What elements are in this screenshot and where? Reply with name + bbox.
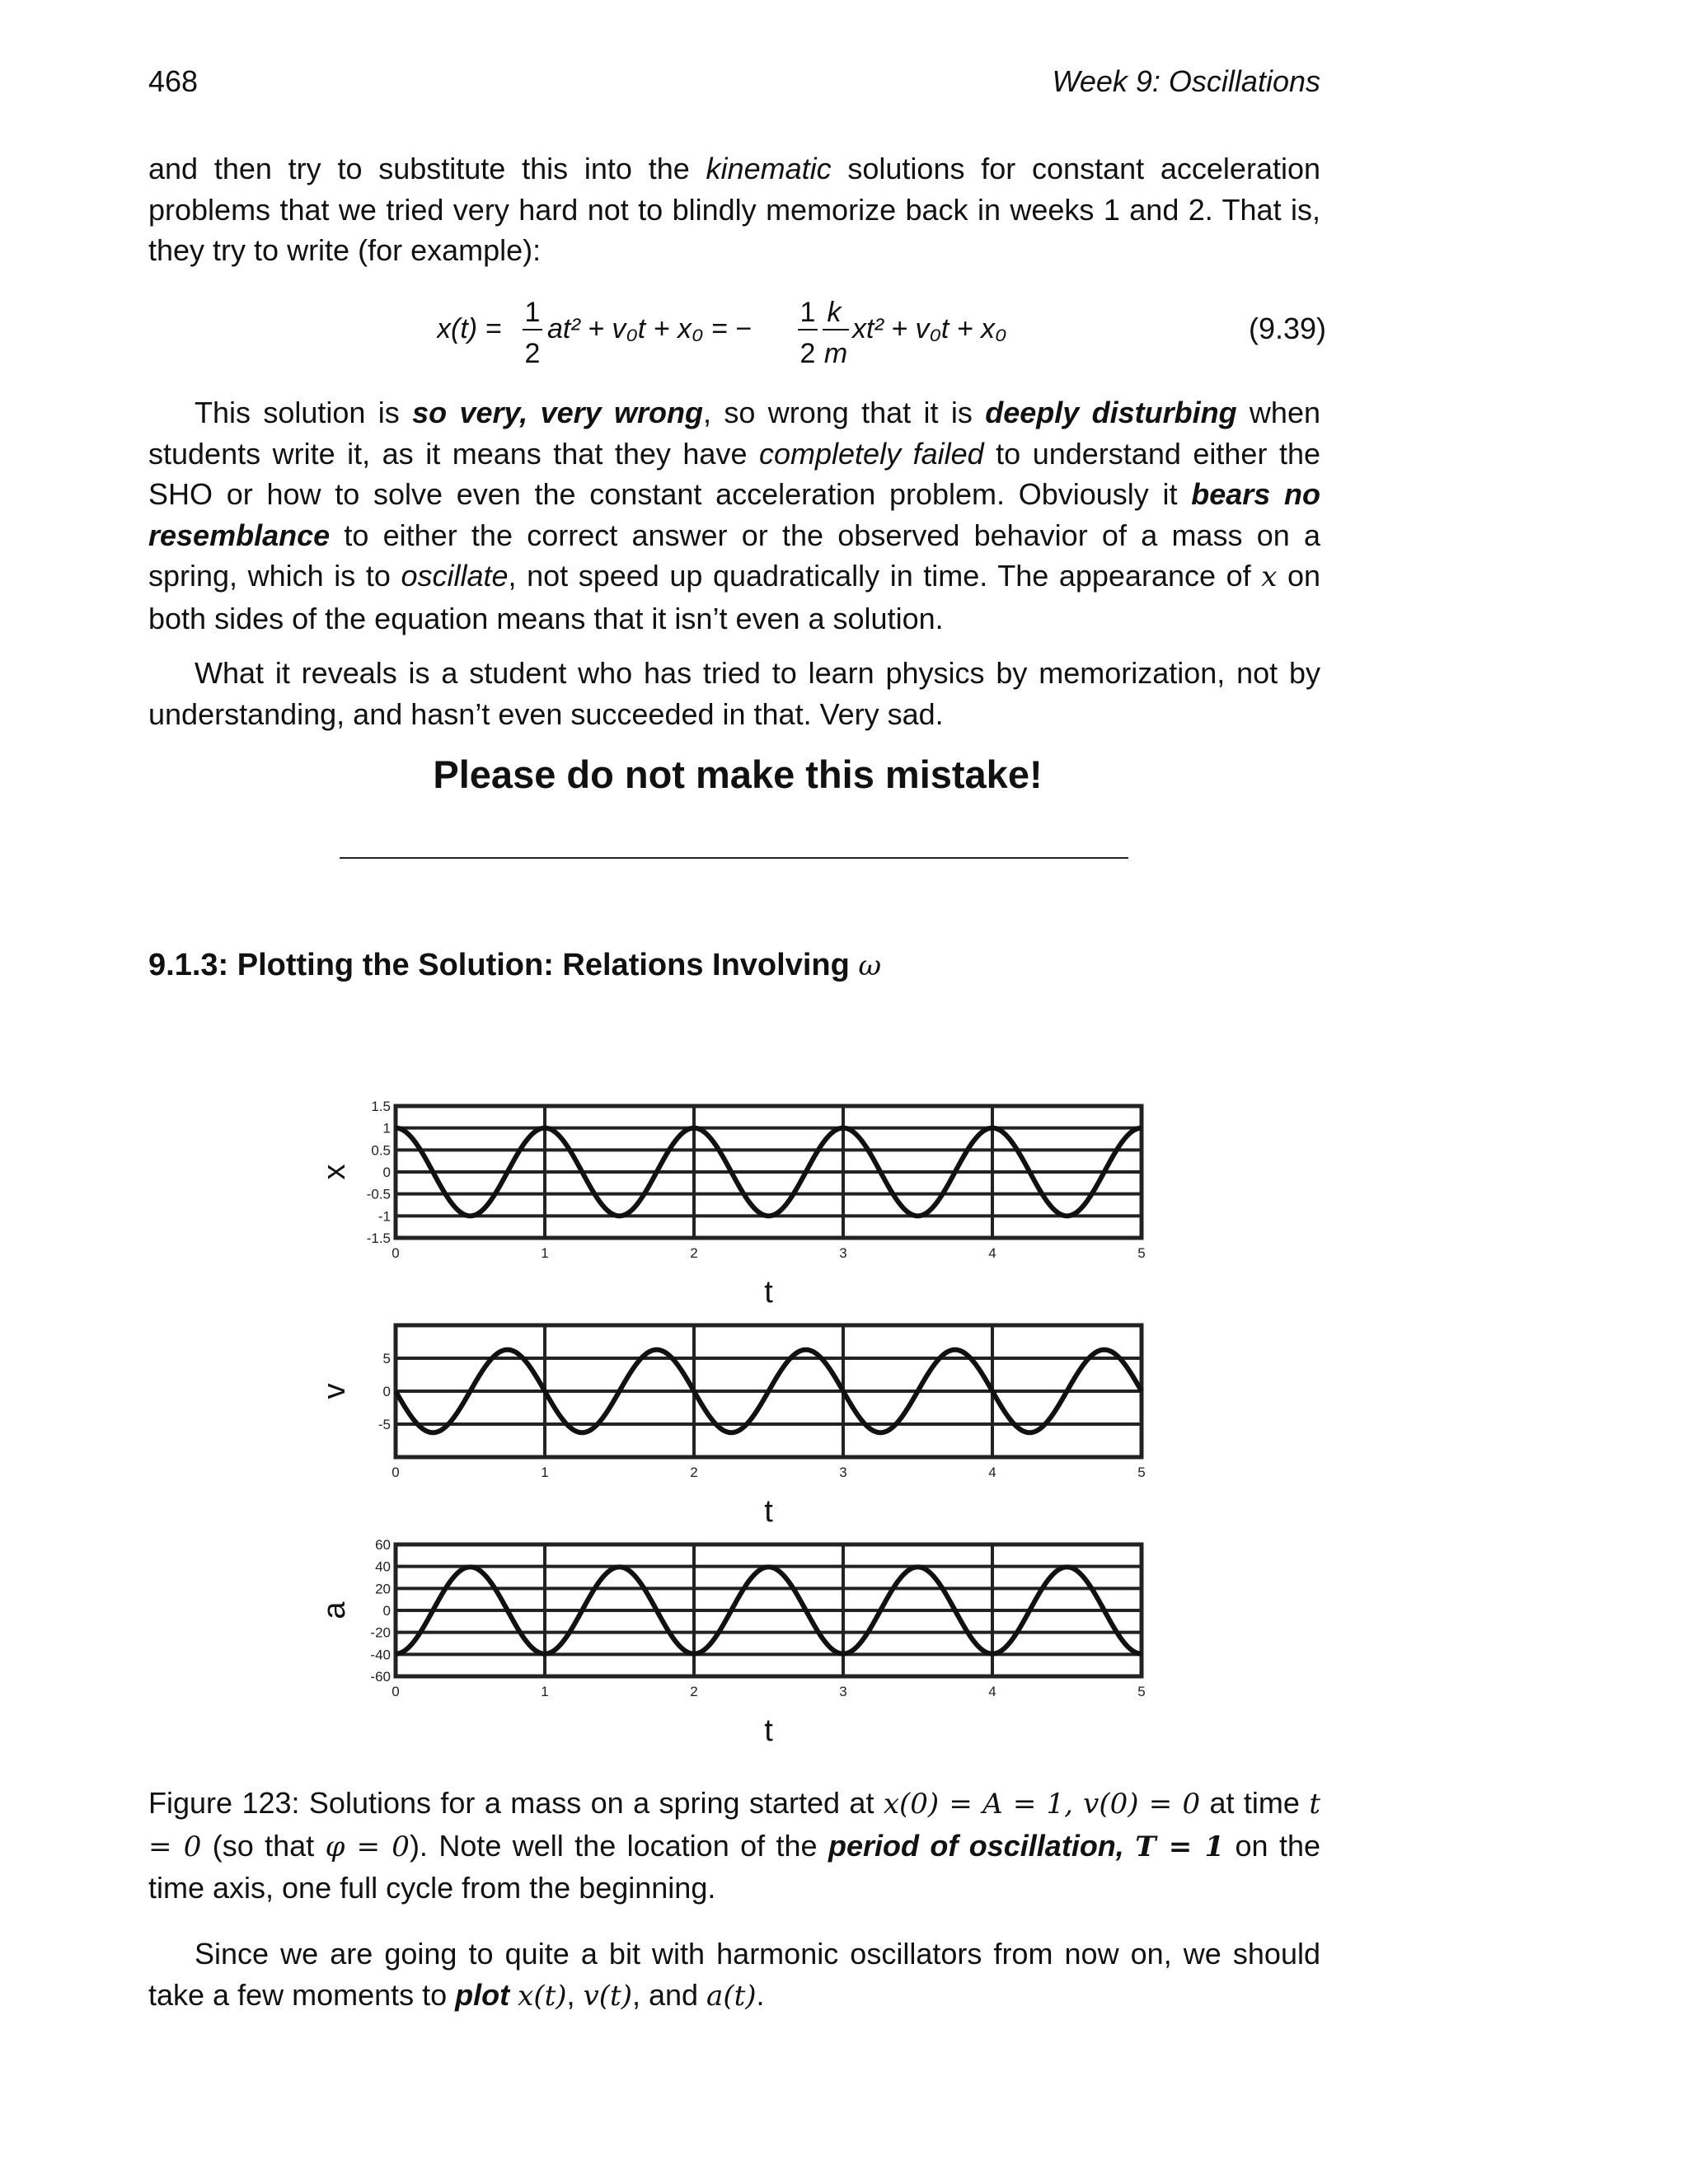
x-tick-label: 4: [988, 1465, 996, 1480]
page-number: 468: [148, 64, 199, 98]
paragraph-memorization: What it reveals is a student who has tried to learn physics by memorization, not by understanding, and hasn’t even succeeded in that. Very sad.: [148, 656, 1320, 731]
y-tick-label: -60: [370, 1669, 391, 1685]
eq-frac1-num: 1: [799, 297, 816, 328]
emphasis-period: period of oscillation,: [828, 1828, 1136, 1863]
text-run: , and: [631, 1977, 707, 2012]
emphasis-bears-no-resemblance: bears no resemblance: [148, 477, 1321, 552]
math-initial-conditions: x(0) = A = 1, v(0) = 0: [883, 1788, 1201, 1821]
y-axis-label: v: [317, 1383, 352, 1399]
x-tick-label: 2: [690, 1465, 698, 1480]
math-x-of-t: x(t): [518, 1979, 567, 2013]
y-tick-label: 0.5: [371, 1142, 391, 1159]
x-tick-label: 0: [392, 1245, 400, 1261]
emphasis-plot: plot: [455, 1977, 510, 2012]
x-tick-label: 3: [839, 1245, 847, 1261]
text-run: , so wrong that it is: [703, 396, 986, 429]
y-tick-label: -0.5: [366, 1186, 391, 1202]
y-tick-label: -1.5: [366, 1230, 391, 1246]
x-axis-label: t: [764, 1275, 773, 1310]
x-tick-label: 5: [1137, 1465, 1146, 1480]
math-period: T = 1: [1135, 1830, 1225, 1863]
math-phi-zero: φ = 0: [325, 1830, 410, 1863]
eq-frac1-den: 2: [799, 338, 816, 369]
text-run: on both sides of the equation means that it isn’t even a solution.: [148, 559, 1320, 635]
text-run: at time: [1200, 1786, 1310, 1820]
text-run: .: [756, 1977, 765, 2012]
figure-123-plots: [305, 1080, 1179, 1747]
y-tick-label: 40: [375, 1558, 391, 1575]
eq-rhs: xt² + v₀t + x₀: [852, 313, 1007, 344]
x-tick-label: 0: [392, 1684, 400, 1699]
y-tick-label: 1.5: [371, 1099, 391, 1114]
text-run: Figure 123: Solutions for a mass on a spring started at: [148, 1786, 884, 1820]
plot-a: [317, 1537, 1146, 1747]
equation-9-39: [437, 290, 1320, 373]
y-tick-label: 0: [382, 1384, 391, 1399]
y-tick-label: 5: [382, 1351, 391, 1366]
x-axis-label: t: [764, 1494, 773, 1529]
text-run: Since we are going to quite a bit with harmonic oscillators from now on, we should take a few moments to: [148, 1937, 1320, 2012]
text-run: on the time axis, one full cycle from the beginning.: [148, 1828, 1321, 1905]
text-run: and then try to substitute this into the: [148, 152, 706, 185]
eq-mid: at² + v₀t + x₀ = −: [547, 313, 752, 344]
text-run: (so that: [201, 1828, 326, 1863]
y-axis-label: x: [317, 1164, 352, 1180]
eq-frac2-den: m: [823, 338, 848, 369]
y-tick-label: 1: [382, 1120, 391, 1137]
paragraph-wrong-solution: [148, 392, 1320, 639]
y-tick-label: 0: [382, 1603, 391, 1619]
text-run: when students write it, as it means that they have: [148, 396, 1320, 471]
emphasis-completely-failed: completely failed: [759, 436, 984, 471]
emphasis-oscillate: oscillate: [401, 559, 509, 593]
horizontal-rule: [340, 857, 1128, 859]
text-run: solutions for constant acceleration problems that we tried very hard not to blindly memorize back in weeks 1 and 2. That is, they try to write (for example):: [148, 152, 1321, 267]
x-tick-label: 2: [690, 1684, 698, 1699]
plot-x: [317, 1099, 1146, 1310]
math-x: x: [1261, 560, 1278, 593]
text-run: This solution is: [195, 396, 413, 429]
emphasis-so-very-wrong: so very, very wrong: [412, 396, 703, 429]
x-tick-label: 1: [541, 1245, 549, 1261]
y-tick-label: 0: [382, 1165, 391, 1180]
y-tick-label: -5: [377, 1417, 391, 1432]
emphasis-deeply-disturbing: deeply disturbing: [985, 396, 1237, 429]
paragraph-intro: [148, 148, 1320, 271]
y-tick-label: -40: [370, 1647, 391, 1663]
paragraph-plot-intro: [148, 1933, 1320, 2017]
y-tick-label: -1: [377, 1208, 391, 1225]
x-tick-label: 4: [988, 1245, 996, 1261]
section-heading: [148, 948, 881, 983]
equation-number: (9.39): [1249, 312, 1327, 345]
warning-heading: Please do not make this mistake!: [433, 752, 1043, 796]
figure-caption: [148, 1783, 1320, 1909]
x-tick-label: 5: [1137, 1684, 1146, 1699]
text-run: to either the correct answer or the observed behavior of a mass on a spring, which is to: [148, 518, 1320, 593]
eq-half-num: 1: [524, 297, 541, 328]
y-tick-label: -20: [370, 1624, 391, 1641]
math-a-of-t: a(t): [706, 1979, 757, 2013]
running-title: Week 9: Oscillations: [1052, 64, 1320, 98]
text-run: ). Note well the location of the: [409, 1828, 828, 1863]
text-run: ,: [566, 1977, 584, 2012]
x-axis-label: t: [764, 1713, 773, 1747]
emphasis-kinematic: kinematic: [706, 152, 832, 185]
omega-symbol: ω: [858, 949, 882, 982]
y-tick-label: 60: [375, 1537, 391, 1553]
math-v-of-t: v(t): [583, 1979, 632, 2013]
section-title: 9.1.3: Plotting the Solution: Relations Involving: [148, 948, 859, 982]
x-tick-label: 0: [392, 1465, 400, 1480]
x-tick-label: 3: [839, 1684, 847, 1699]
math-t-zero: t = 0: [148, 1788, 1320, 1863]
x-tick-label: 5: [1137, 1245, 1146, 1261]
plot-v: [317, 1325, 1146, 1529]
text-run: , not speed up quadratically in time. The appearance of: [508, 559, 1262, 593]
x-tick-label: 1: [541, 1684, 549, 1699]
x-tick-label: 2: [690, 1245, 698, 1261]
text-run: to understand either the SHO or how to solve even the constant acceleration problem. Obviously it: [148, 436, 1320, 511]
eq-frac2-num: k: [827, 297, 842, 328]
x-tick-label: 3: [839, 1465, 847, 1480]
y-axis-label: a: [317, 1601, 352, 1619]
y-tick-label: 20: [375, 1581, 391, 1597]
x-tick-label: 4: [988, 1684, 996, 1699]
eq-half-den: 2: [524, 338, 541, 369]
eq-lhs: x(t) =: [437, 313, 502, 344]
x-tick-label: 1: [541, 1465, 549, 1480]
